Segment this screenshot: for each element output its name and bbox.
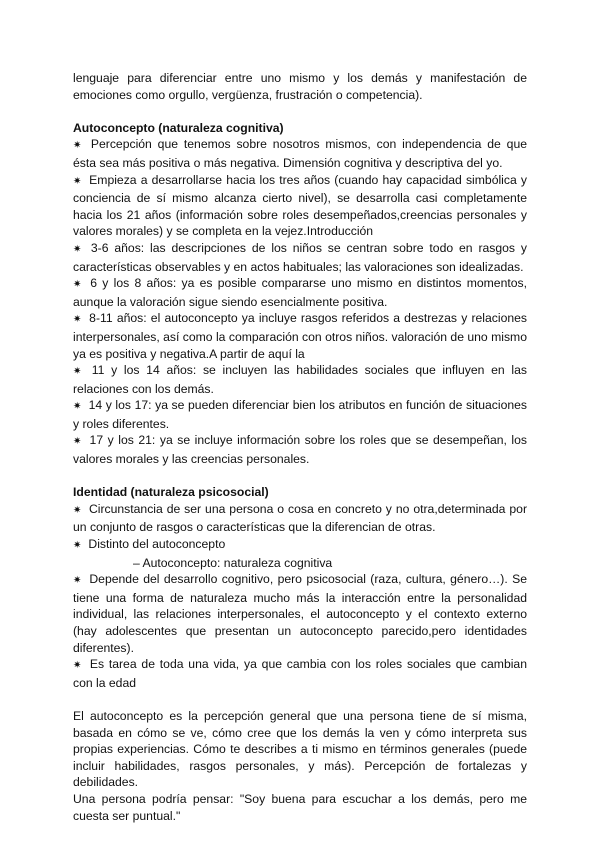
list-item-text: Empieza a desarrollarse hacia los tres años (cuando hay capacidad simbólica y conciencia de sí mismo alcanza cierto nivel), se desarrolla casi completamente hacia los 21 años (información sobre roles desempeñados,creencias personales y valores morales) y se completa en la vejez.Introducción <box>73 172 528 239</box>
asterisk-bullet-icon: ✷ <box>73 314 82 326</box>
list-item <box>73 571 527 656</box>
asterisk-bullet-icon: ✷ <box>73 366 82 378</box>
asterisk-bullet-icon: ✷ <box>73 243 82 255</box>
list-item-text: Distinto del autoconcepto <box>88 537 226 552</box>
list-item <box>73 432 527 467</box>
asterisk-bullet-icon: ✷ <box>73 504 82 516</box>
list-item-text: 11 y los 14 años: se incluyen las habilidades sociales que influyen en las relaciones con los demás. <box>73 363 527 396</box>
list-item-text: 17 y los 21: ya se incluye información sobre los roles que se desempeñan, los valores morales y las creencias personales. <box>73 433 527 467</box>
asterisk-bullet-icon: ✷ <box>73 436 82 448</box>
example-paragraph: Una persona podría pensar: "Soy buena para escuchar a los demás, pero me cuesta ser puntual." <box>73 791 527 823</box>
asterisk-bullet-icon: ✷ <box>73 575 82 587</box>
section-heading-identidad: Identidad (naturaleza psicosocial) <box>73 485 269 500</box>
list-item <box>73 240 527 275</box>
list-item-text: Depende del desarrollo cognitivo, pero psicosocial (raza, cultura, género…). Se tiene una forma de naturaleza mucho más la interacción entre la personalidad individual, las relaciones interpersonales, el autoconcepto y el contexto externo (hay adolescentes que presentan un autoconcepto parecido,pero identidades diferentes). <box>73 572 528 655</box>
sub-list-item: – Autoconcepto: naturaleza cognitiva <box>133 555 333 570</box>
list-item <box>73 536 527 555</box>
list-item-text: Es tarea de toda una vida, ya que cambia con los roles sociales que cambian con la edad <box>73 657 527 690</box>
asterisk-bullet-icon: ✷ <box>73 175 82 187</box>
list-item <box>73 275 527 310</box>
list-item <box>73 362 527 397</box>
spacer <box>73 468 527 485</box>
spacer <box>73 691 527 708</box>
list-item-text: 6 y los 8 años: ya es posible compararse uno mismo en distintos momentos, aunque la valoración sigue siendo esencialmente positiva. <box>73 276 527 309</box>
closing-paragraph: El autoconcepto es la percepción general que una persona tiene de sí misma, basada en cómo se ve, cómo cree que los demás la ven y cómo interpreta sus propias experiencias. Cómo te describes a ti mismo en términos generales (puede incluir habilidades, rasgos personales, y más). Percepción de fortalezas y debilidades. <box>73 708 527 790</box>
list-item <box>73 136 527 171</box>
list-item <box>73 501 527 536</box>
intro-paragraph: lenguaje para diferenciar entre uno mismo y los demás y manifestación de emociones como orgullo, vergüenza, frustración o competencia). <box>73 71 527 102</box>
autoconcepto-bullet-list <box>73 136 527 467</box>
spacer <box>73 103 527 120</box>
asterisk-bullet-icon: ✷ <box>73 660 82 672</box>
list-item-text: 14 y los 17: ya se pueden diferenciar bien los atributos en función de situaciones y roles diferentes. <box>73 398 527 431</box>
section-heading-autoconcepto: Autoconcepto (naturaleza cognitiva) <box>73 120 284 135</box>
list-item-text: 3-6 años: las descripciones de los niños se centran sobre todo en rasgos y características observables y en actos habituales; las valoraciones son idealizadas. <box>73 240 527 274</box>
list-item <box>73 310 527 362</box>
asterisk-bullet-icon: ✷ <box>73 401 82 413</box>
asterisk-bullet-icon: ✷ <box>73 540 82 552</box>
list-item-text: Percepción que tenemos sobre nosotros mismos, con independencia de que ésta sea más positiva o más negativa. Dimensión cognitiva y descriptiva del yo. <box>73 137 528 170</box>
list-item-text: 8-11 años: el autoconcepto ya incluye rasgos referidos a destrezas y relaciones interpersonales, así como la comparación con otros niños. valoración de uno mismo ya es positiva y negativa.A partir de aquí la <box>73 311 527 361</box>
list-item <box>73 172 527 240</box>
identidad-bullet-list <box>73 501 527 692</box>
list-item-text: Circunstancia de ser una persona o cosa en concreto y no otra,determinada por un conjunto de rasgos o características que la diferencian de otras. <box>73 501 527 535</box>
list-item <box>73 397 527 432</box>
asterisk-bullet-icon: ✷ <box>73 279 82 291</box>
list-item <box>73 656 527 691</box>
asterisk-bullet-icon: ✷ <box>73 140 82 152</box>
